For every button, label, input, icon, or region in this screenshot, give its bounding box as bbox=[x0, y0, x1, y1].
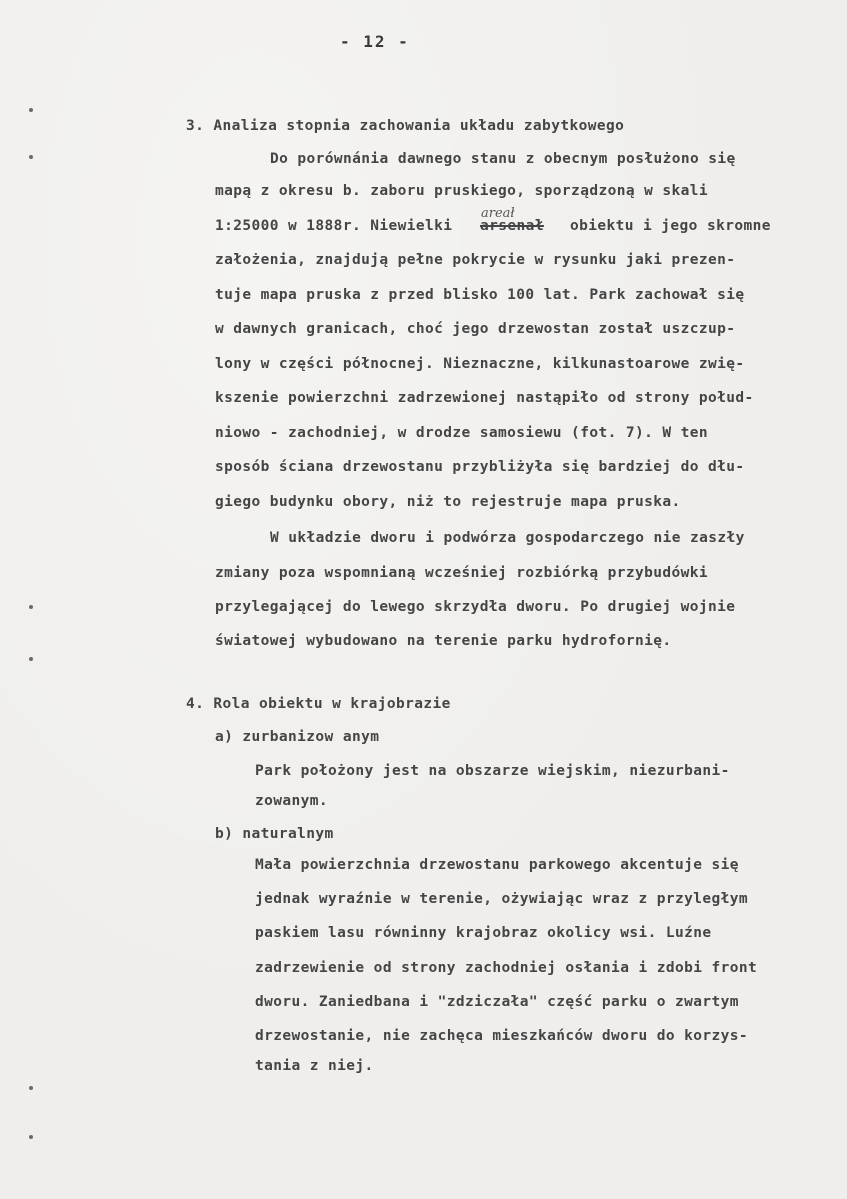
paragraph-line: tania z niej. bbox=[255, 1058, 374, 1074]
binder-hole-mark bbox=[29, 1135, 33, 1139]
paragraph-line: jednak wyraźnie w terenie, ożywiając wraz z przyległym bbox=[255, 891, 749, 907]
binder-hole-mark bbox=[29, 657, 33, 661]
paragraph-line: lony w części północnej. Nieznaczne, kilkunastoarowe zwię- bbox=[215, 356, 745, 372]
paragraph-line: zadrzewienie od strony zachodniej osłania i zdobi front bbox=[255, 960, 758, 976]
paragraph-line: dworu. Zaniedbana i "zdziczała" część parku o zwartym bbox=[255, 994, 739, 1010]
paragraph-line: drzewostanie, nie zachęca mieszkańców dworu do korzys- bbox=[255, 1028, 749, 1044]
paragraph-line: zowanym. bbox=[255, 793, 329, 809]
section-heading-3: 3. Analiza stopnia zachowania układu zabytkowego bbox=[186, 118, 625, 134]
binder-hole-mark bbox=[29, 605, 33, 609]
paragraph-line: paskiem lasu równinny krajobraz okolicy wsi. Luźne bbox=[255, 925, 712, 941]
paragraph-line: Do porównánia dawnego stanu z obecnym posłużono się bbox=[270, 151, 736, 167]
paragraph-line: Mała powierzchnia drzewostanu parkowego akcentuje się bbox=[255, 857, 739, 873]
binder-hole-mark bbox=[29, 1086, 33, 1090]
paragraph-line: Park położony jest na obszarze wiejskim, niezurbani- bbox=[255, 763, 730, 779]
list-item-a-label: a) zurbanizow anym bbox=[215, 729, 380, 745]
page-number: - 12 - bbox=[340, 32, 410, 51]
paragraph-line: światowej wybudowano na terenie parku hydrofornię. bbox=[215, 633, 672, 649]
paragraph-line: kszenie powierzchni zadrzewionej nastąpiło od strony połud- bbox=[215, 390, 754, 406]
paragraph-line: założenia, znajdują pełne pokrycie w rysunku jaki prezen- bbox=[215, 252, 736, 268]
paragraph-line: przylegającej do lewego skrzydła dworu. Po drugiej wojnie bbox=[215, 599, 736, 615]
handwritten-correction: areał bbox=[481, 206, 515, 221]
paragraph-line: zmiany poza wspomnianą wcześniej rozbiórką przybudówki bbox=[215, 565, 709, 581]
binder-hole-mark bbox=[29, 108, 33, 112]
paragraph-line: giego budynku obory, niż to rejestruje mapa pruska. bbox=[215, 494, 681, 510]
paragraph-line: tuje mapa pruska z przed blisko 100 lat. Park zachował się bbox=[215, 287, 745, 303]
section-heading-4: 4. Rola obiektu w krajobrazie bbox=[186, 696, 451, 712]
paragraph-line: W układzie dworu i podwórza gospodarczego nie zaszły bbox=[270, 530, 745, 546]
list-item-b-label: b) naturalnym bbox=[215, 826, 334, 842]
binder-hole-mark bbox=[29, 155, 33, 159]
paragraph-line: sposób ściana drzewostanu przybliżyła się bardziej do dłu- bbox=[215, 459, 745, 475]
paragraph-line: 1:25000 w 1888r. Niewielki bbox=[215, 218, 453, 234]
paragraph-line: obiektu i jego skromne bbox=[570, 218, 771, 234]
struck-word: arsenał bbox=[480, 218, 544, 234]
paragraph-line: w dawnych granicach, choć jego drzewostan został uszczup- bbox=[215, 321, 736, 337]
paragraph-line: mapą z okresu b. zaboru pruskiego, sporządzoną w skali bbox=[215, 183, 709, 199]
paragraph-line: niowo - zachodniej, w drodze samosiewu (fot. 7). W ten bbox=[215, 425, 709, 441]
